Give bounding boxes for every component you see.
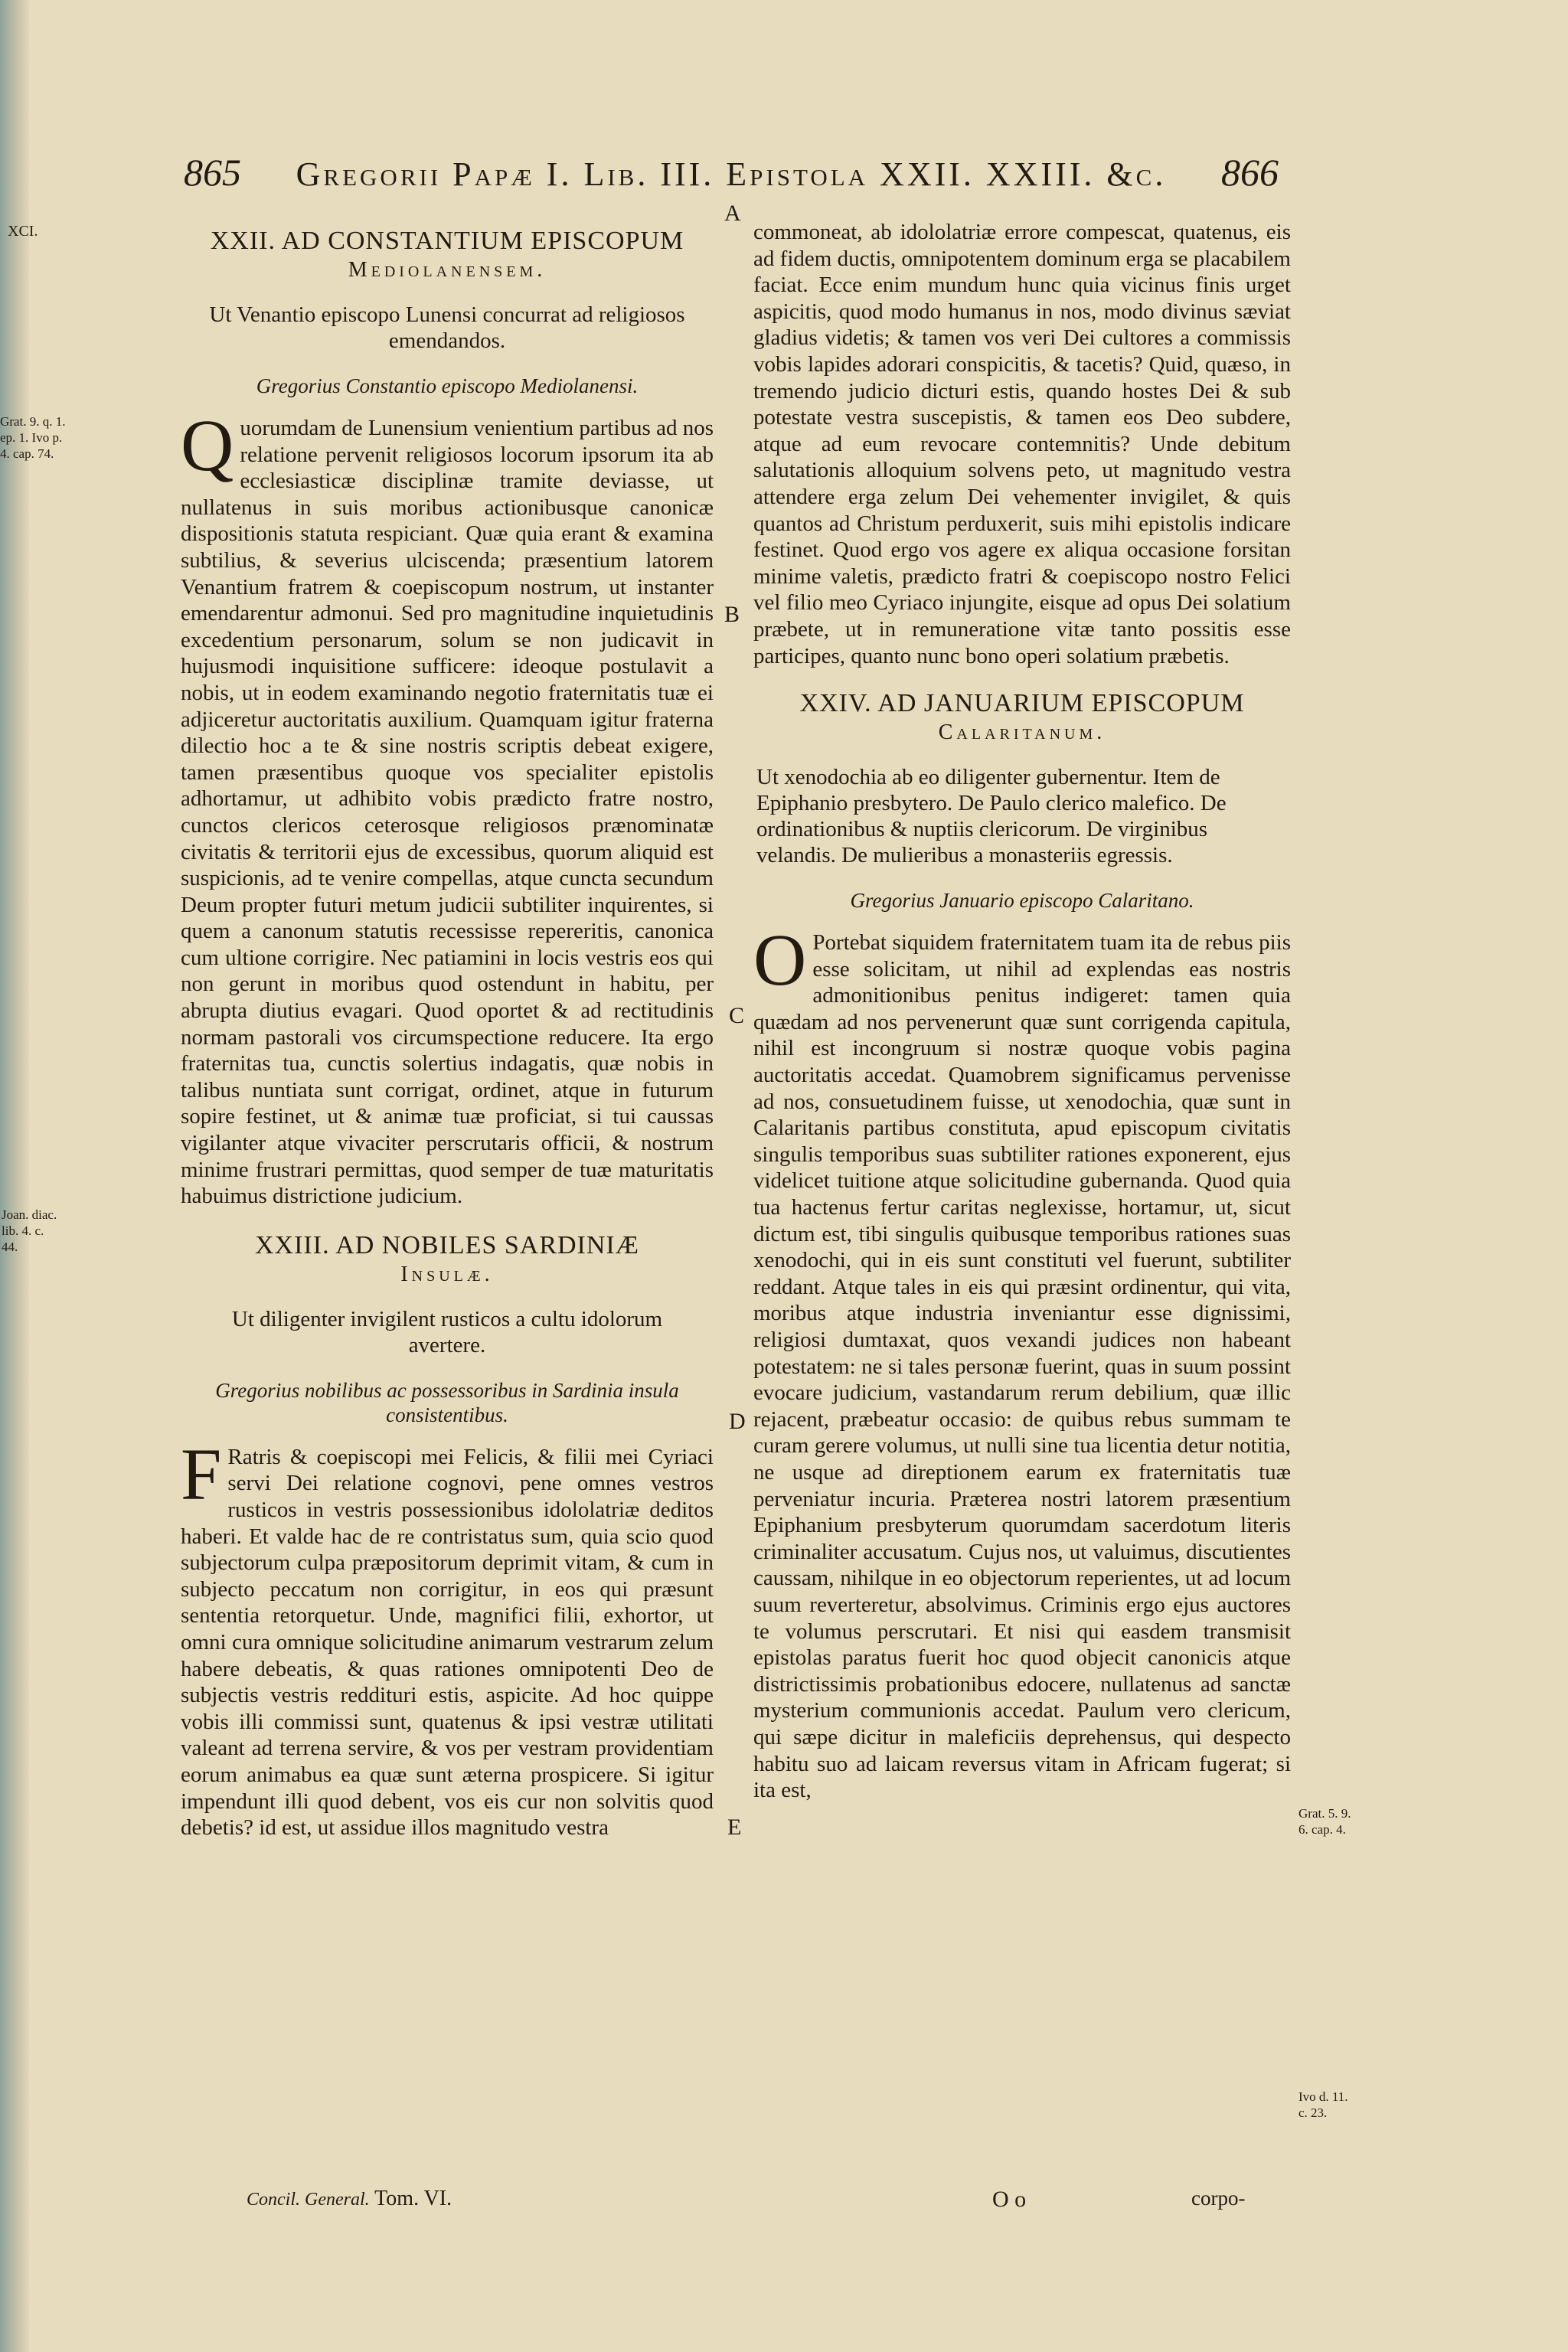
- epistle-23-subtitle: Insulæ.: [400, 1262, 494, 1286]
- epistle-22-summary: Ut Venantio episcopo Lunensi concurrat ad religiosos emendandos.: [209, 302, 685, 353]
- signature-mark: O o: [992, 2187, 1027, 2212]
- drop-cap: O: [753, 919, 807, 1001]
- drop-cap: Q: [181, 404, 234, 486]
- margin-note-right: Grat. 5. 9. 6. cap. 4.: [1298, 1806, 1351, 1837]
- epistle-24-summary: Ut xenodochia ab eo diligenter gubernentur. Item de Epiphanio presbytero. De Paulo clerico malefico. De ordinationibus & nuptiis clericorum. De virginibus velandis. De mulieribus a monasteriis egressis.: [756, 765, 1227, 868]
- running-head-title: Gregorii Papæ I. Lib. III. Epistola XXII. XXIII. &c.: [296, 155, 1167, 193]
- epistle-22-title: XXII. AD CONSTANTIUM EPISCOPUM: [210, 227, 684, 255]
- right-column: [753, 219, 1291, 1804]
- section-letter: D: [729, 1409, 746, 1434]
- catchword: corpo-: [1191, 2187, 1246, 2210]
- footer-collection: Concil. General.: [247, 2190, 370, 2210]
- epistle-22-subtitle: Mediolanensem.: [348, 258, 547, 282]
- section-letter: A: [724, 201, 741, 226]
- epistle-24-text: Portebat siquidem fraternitatem tuam ita de rebus piis esse solicitam, ut nihil ad explendas eas nostris admonitionibus penitus indigeret: tamen quia quædam ad nos pervenerunt quæ sunt corrigenda capitula, nihil est incongruum si nostræ quoque vobis pagina auctoritatis accedat. Quamobrem significamus pervenisse ad nos, consuetudinem fuisse, ut xenodochia, quæ sunt in Calaritanis partibus constituta, apud episcopum civitatis singulis temporibus suas subtiliter rationes exponerent, ejus videlicet tuitione atque solicitudine gubernanda. Quod quia tua hactenus fertur caritas neglexisse, hortamur, ut, sicut dictum est, tibi singulis quibusque temporibus rationes suas xenodochi, qui in eis sunt constituti vel fuerunt, subtiliter reddant. Atque tales in eis qui præsint ordinentur, qui vita, moribus atque industria inveniantur esse dignissimi, religiosi dumtaxat, quos vexandi judices non habeant potestatem: ne si tales personæ fuerint, quas in suum possint evocare judicium, vastandarum rerum debilium, quæ illic rejacent, præbeatur occasio: de quibus rebus summam te curam gerere volumus, ut nulli sine tua licentia detur notitia, ne usque ad direptionem earum ex fraternitatis tuæ perveniatur incuria. Præterea nostri latorem præsentium Epiphanium presbyterum quorumdam sacerdotum literis criminaliter accusatum. Cujus nos, ut valuimus, discutientes caussam, nihilque in eo objectorum reperientes, ut ad locum suum reverteretur, absolvimus. Criminis ergo ejus auctores te volumus perscrutari. Et nisi qui easdem transmisit epistolas paratus fuerit hoc quod objecit canonicis atque districtissimis probationibus edocere, nullatenus ad sanctæ mysterium communionis accedat. Paulum vero clericum, qui sæpe dicitur in maleficiis deprehensus, qui despecto habitu suo ad laicam reversus vitam in Africam fugerat; si ita est,: [753, 930, 1291, 1803]
- margin-note-left: XCI.: [8, 223, 38, 240]
- epistle-24-salutation: Gregorius Januario episcopo Calaritano.: [850, 889, 1194, 913]
- epistle-22-salutation: Gregorius Constantio episcopo Mediolanensi.: [256, 374, 639, 397]
- epistle-23-text: Ratris & coepiscopi mei Felicis, & filii mei Cyriaci servi Dei relatione cognovi, pene omnes vestros rusticos in vestris possessionibus idololatriæ deditos haberi. Et valde hac de re contristatus sum, quia scio quod subjectorum culpa præpositorum deprimit vitam, & cum in subjecto peccatum non corrigitur, in eos qui præsunt sententia retorquetur. Unde, magnifici filii, exhortor, ut omni cura omnique solicitudine animarum vestrarum zelum habere debeatis, & quas rationes omnipotenti Deo de subjectis vestris reddituri estis, aspicite. Ad hoc quippe vobis illi commissi sunt, quatenus & ipsi vestræ utilitati valeant ad terrena servire, & vos per vestram providentiam eorum animabus ea quæ sunt æterna prospicere. Si igitur impendunt illi quod debent, vos eis cur non solvitis quod debetis? id est, ut assidue illos magnitudo vestra: [181, 1444, 714, 1841]
- drop-cap: F: [181, 1432, 222, 1515]
- epistle-23-salutation: Gregorius nobilibus ac possessoribus in Sardinia insula consistentibus.: [215, 1378, 679, 1426]
- page-number-left: 865: [184, 151, 241, 194]
- epistle-24-heading: [753, 689, 1291, 747]
- margin-note-left: Grat. 9. q. 1. ep. 1. Ivo p. 4. cap. 74.: [0, 414, 66, 461]
- epistle-22-text: uorumdam de Lunensium venientium partibus ad nos relatione pervenit religiosos locorum ipsorum ita ab ecclesiasticæ disciplinæ tramite deviasse, ut nullatenus in suis moribus actionibusque canonicæ dispositionis statuta respiciant. Quæ quia erant & examina subtilius, & severius ulciscenda; præsentium latorem Venantium fratrem & coepiscopum nostrum, ut instanter emendarentur admonui. Sed pro magnitudine inquietudinis excedentium personarum, solum se non judicavit in hujusmodi inquisitione sufficere: ideoque postulavit a nobis, ut in eodem examinando negotio fraternitatis tuæ ei adjiceretur auctoritatis auxilium. Quamquam igitur fraterna dilectio hoc a te & sine nostris scriptis debeat exigere, tamen præsentibus quoque vos specialiter epistolis adhortamur, ut adhibito vobis prædicto fratre nostro, cunctos clericos ceterosque religiosos prænominatæ civitatis & territorii ejus de excessibus, quorum aliquid est suspicionis, ad te venire compellas, atque cuncta secundum Deum propter futuri metum judicii subtiliter inquirentes, si quem a canonum statutis recessisse repereritis, canonica cum ultione corrigire. Nec patiamini in locis vestris eos qui non gerunt in moribus quod ostendunt in habitu, per abrupta diutius evagari. Quod oportet & ad rectitudinis normam pastorali vos circumspectione reducere. Ita ergo fraternitas tua, cunctis solertius indagatis, quæ nobis in talibus nuntiata sunt corrigat, ordinet, atque in futurum sopire festinet, ut & animæ tuæ proficiat, si tui caussas vigilanter atque vivaciter perscrutaris officii, & nostrum minime frustrari permittas, quod semper de tuæ maturitatis habuimus districtione judicium.: [181, 416, 714, 1209]
- epistle-22-heading: [181, 227, 714, 285]
- epistle-24-subtitle: Calaritanum.: [938, 720, 1106, 745]
- epistle-23-body: [181, 1432, 714, 1841]
- epistle-24-body: [753, 919, 1291, 1804]
- footer-volume: Tom. VI.: [374, 2187, 452, 2210]
- section-letter: C: [729, 1003, 745, 1028]
- epistle-23-heading: [181, 1231, 714, 1289]
- running-head: [184, 150, 1279, 199]
- binding-edge: [0, 0, 29, 2352]
- margin-note-right: Ivo d. 11. c. 23.: [1298, 2089, 1348, 2120]
- section-letter: E: [727, 1815, 742, 1840]
- epistle-23-summary: Ut diligenter invigilent rusticos a cultu idolorum avertere.: [231, 1306, 663, 1357]
- epistle-24-title: XXIV. AD JANUARIUM EPISCOPUM: [799, 689, 1245, 718]
- epistle-23-continuation: commoneat, ab idololatriæ errore compescat, quatenus, eis ad fidem ductis, omnipotentem dominum erga se placabilem faciat. Ecce enim mundum hunc quia vicinus finis urget aspicitis, quod modo humanus in nos, modo divinus sæviat gladius videtis; & tamen vos veri Dei cultores a commissis vobis lapides adorari conspicitis, & tacetis? Quid, quæso, in tremendo judicio dicturi estis, quando hostes Dei & sub potestate vestra suscepistis, & tamen eos Deo subdere, atque ad eum revocare contemnitis? Unde debitum salutationis alloquium solvens peto, ut magnitudo vestra attendere erga zelum Dei vehementer invigilet, & quis quantos ad Christum perduxerit, suis mihi epistolis indicare festinet. Quod ergo vos agere ex aliqua occasione forsitan minime valetis, prædicto fratri & coepiscopo nostro Felici vel filio meo Cyriaco injungite, eisque ad opus Dei solatium præbete, ut in remuneratione vitæ tanto possitis esse participes, quanto nunc bono operi solatium præbetis.: [753, 220, 1291, 668]
- section-letter: B: [724, 602, 740, 627]
- margin-note-left: Joan. diac. lib. 4. c. 44.: [2, 1207, 57, 1254]
- page-number-right: 866: [1220, 151, 1279, 194]
- epistle-22-body: [181, 404, 714, 1210]
- epistle-23-title: XXIII. AD NOBILES SARDINIÆ: [255, 1230, 639, 1259]
- left-column: [181, 219, 714, 1841]
- footer-source: [247, 2187, 452, 2211]
